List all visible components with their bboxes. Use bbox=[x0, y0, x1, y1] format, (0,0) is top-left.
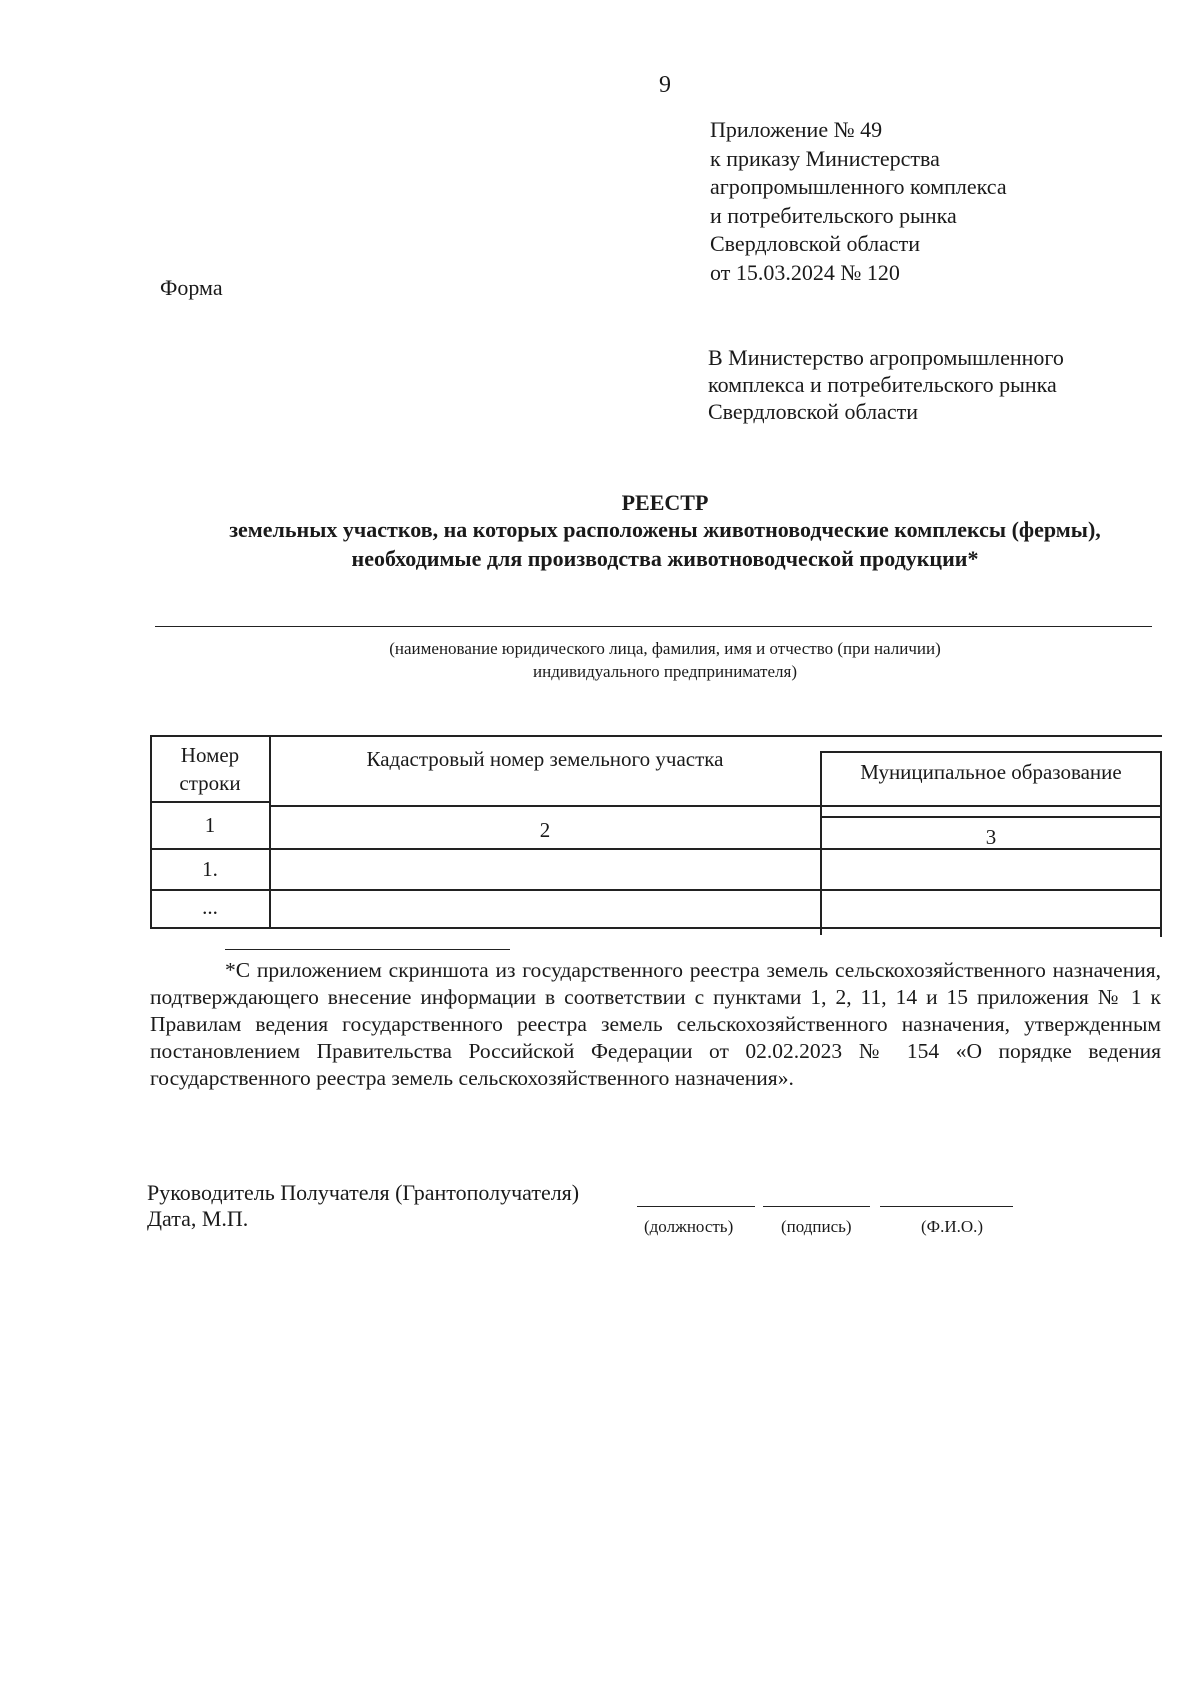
column-number: 2 bbox=[539, 818, 551, 842]
entity-name-field[interactable] bbox=[155, 626, 1152, 627]
appendix-line: агропромышленного комплекса bbox=[710, 174, 1007, 199]
table-row-divider bbox=[150, 801, 270, 803]
table-border bbox=[150, 927, 1162, 929]
footnote-text: *С приложением скриншота из государственного реестра земель сельскохозяйственного назначения, подтверждающего внесение информации в соответствии с пунктами 1, 2, 11, 14 и 15 приложения № 1 к Правилам ведения государственного реестра земель сельскохозяйственного назначения, утвержденным постановлением Правительства Российской Федерации от 02.02.2023 № 154 «О порядке ведения государственного реестра земель сельскохозяйственного назначения». bbox=[150, 958, 1161, 1090]
position-label: (должность) bbox=[644, 1217, 734, 1236]
document-heading: РЕЕСТР bbox=[621, 490, 709, 515]
full-name-field[interactable] bbox=[880, 1206, 1013, 1207]
signature-label: (подпись) bbox=[781, 1217, 852, 1236]
entity-name-caption: (наименование юридического лица, фамилия, имя и отчество (при наличии) bbox=[389, 639, 941, 658]
table-row-divider bbox=[269, 805, 1161, 807]
form-label: Форма bbox=[160, 275, 223, 300]
addressee-line: комплекса и потребительского рынка bbox=[708, 372, 1057, 397]
table-border bbox=[150, 735, 1162, 737]
footnote bbox=[150, 957, 1161, 1092]
appendix-line: к приказу Министерства bbox=[710, 145, 940, 171]
appendix-line: от 15.03.2024 № 120 bbox=[710, 259, 900, 285]
addressee-line: В Министерство агропромышленного bbox=[708, 345, 1064, 370]
position-field[interactable] bbox=[637, 1206, 755, 1207]
full-name-label: (Ф.И.О.) bbox=[921, 1217, 984, 1236]
header-cadastral-number: Кадастровый номер земельного участка bbox=[366, 747, 724, 771]
table-row-divider bbox=[150, 889, 1162, 891]
appendix-line: Свердловской области bbox=[710, 231, 920, 256]
document-title-line: необходимые для производства животноводческой продукции* bbox=[351, 546, 979, 571]
document-title-line: земельных участков, на которых расположены животноводческие комплексы (фермы), bbox=[229, 517, 1101, 542]
row-number-cell: 1. bbox=[202, 857, 218, 881]
appendix-line: Приложение № 49 bbox=[710, 117, 883, 142]
table-row-divider bbox=[820, 751, 1162, 753]
column-number: 1 bbox=[204, 813, 216, 837]
header-municipality: Муниципальное образование bbox=[860, 760, 1122, 784]
signer-label: Руководитель Получателя (Грантополучателя) bbox=[147, 1180, 580, 1205]
footnote-separator bbox=[225, 949, 510, 950]
addressee bbox=[708, 344, 1064, 425]
addressee-line: Свердловской области bbox=[708, 399, 918, 424]
entity-name-caption: индивидуального предпринимателя) bbox=[533, 662, 797, 681]
register-table bbox=[150, 735, 1162, 937]
date-stamp-label: Дата, М.П. bbox=[147, 1206, 249, 1231]
header-row-number: Номер строки bbox=[179, 743, 241, 795]
appendix-reference bbox=[710, 116, 1007, 287]
column-number: 3 bbox=[985, 825, 997, 849]
page-number: 9 bbox=[659, 72, 671, 98]
table-row-divider bbox=[820, 816, 1162, 818]
row-number-cell: ... bbox=[202, 895, 218, 919]
appendix-line: и потребительского рынка bbox=[710, 202, 957, 228]
signature-field[interactable] bbox=[763, 1206, 870, 1207]
